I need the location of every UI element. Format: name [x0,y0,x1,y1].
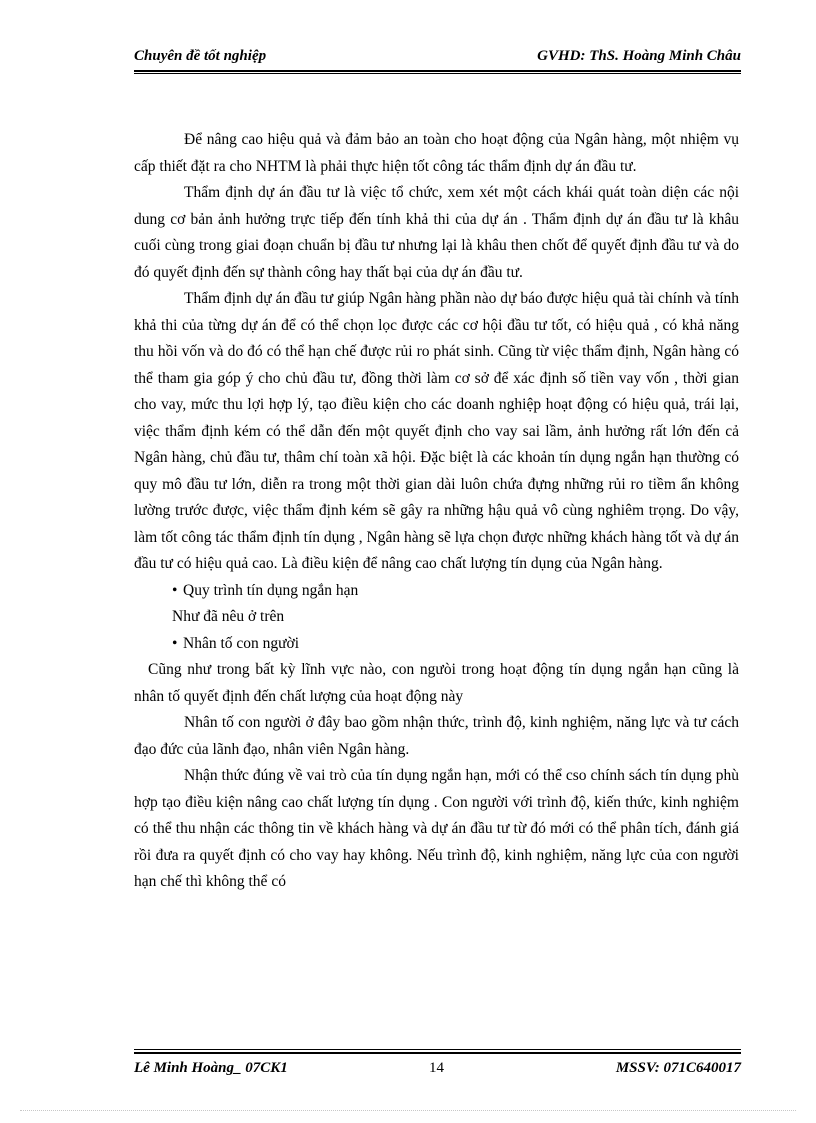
footer-author: Lê Minh Hoàng_ 07CK1 [134,1060,288,1076]
paragraph-5: Nhân tố con người ở đây bao gồm nhận thức, trình độ, kinh nghiệm, năng lực và tư cách đạo đức của lãnh đạo, nhân viên Ngân hàng. [134,714,739,758]
footer-divider [134,1049,741,1050]
paragraph-4: Cũng như trong bất kỳ lĩnh vực nào, con ngưòi trong hoạt động tín dụng ngắn hạn cũng là nhân tố quyết định đến chất lượng của hoạt động này [134,661,739,705]
document-body [134,127,739,896]
bullet-item-1-text: Quy trình tín dụng ngắn hạn [183,581,359,599]
header-divider [134,73,741,74]
page-boundary [20,1110,796,1111]
page-header [134,48,741,72]
plain-line-1: Như đã nêu ở trên [172,608,285,625]
paragraph-3: Thẩm định dự án đầu tư giúp Ngân hàng phần nào dự báo được hiệu quả tài chính và tính khả thi của từng dự án để có thể chọn lọc được các cơ hội đầu tư tốt, có hiệu quả , có khả năng thu hồi vốn và do đó có thể hạn chế được rủi ro phát sinh. Cũng từ việc thẩm định, Ngân hàng có thể tham gia góp ý cho chủ đầu tư, đồng thời làm cơ sở để xác định số tiền vay vốn , thời gian cho vay, mức thu lợi hợp lý, tạo điều kiện cho các doanh nghiệp hoạt động có hiệu quả, trái lại, việc thẩm định kém có thể dẫn đến một quyết định cho vay sai lầm, ảnh hưởng rất lớn đến cả Ngân hàng, chủ đầu tư, thâm chí toàn xã hội. Đặc biệt là các khoản tín dụng ngắn hạn thường có quy mô đầu tư lớn, diễn ra trong một thời gian dài luôn chứa đựng những rủi ro tiềm ẩn không lường trước được, việc thẩm định kém sẽ gây ra những hậu quả vô cùng nghiêm trọng. Do vậy, làm tốt công tác thẩm định tín dụng , Ngân hàng sẽ lựa chọn được những khách hàng tốt và dự án đầu tư có hiệu quả cao. Là điều kiện để nâng cao chất lượng tín dụng của Ngân hàng. [134,290,739,572]
page-number: 14 [429,1060,444,1076]
bullet-item-2 [134,631,739,658]
header-title: Chuyên đề tốt nghiệp [134,48,267,64]
paragraph-6: Nhận thức đúng về vai trò của tín dụng ngắn hạn, mới có thể cso chính sách tín dụng phù hợp tạo điều kiện nâng cao chất lượng tín dụng . Con người với trình độ, kiến thức, kinh nghiệm có thể thu nhận các thông tin về khách hàng và dự án đầu tư từ đó mới có thể phân tích, đánh giá rồi đưa ra quyết định có cho vay hay không. Nếu trình độ, kinh nghiệm, năng lực của con người hạn chế thì không thể có [134,767,739,890]
bullet-item-2-text: Nhân tố con người [183,634,300,652]
page-footer [134,1052,741,1079]
bullet-dot-icon: • [172,634,178,652]
paragraph-1: Để nâng cao hiệu quả và đảm bảo an toàn cho hoạt động của Ngân hàng, một nhiệm vụ cấp thiết đặt ra cho NHTM là phải thực hiện tốt công tác thẩm định dự án đầu tư. [134,131,739,175]
bullet-dot-icon: • [172,581,178,599]
bullet-item-1 [134,578,739,605]
header-advisor: GVHD: ThS. Hoàng Minh Châu [537,48,741,64]
paragraph-2: Thẩm định dự án đầu tư là việc tổ chức, xem xét một cách khái quát toàn diện các nội dung cơ bản ảnh hưởng trực tiếp đến tính khả thi của dự án . Thẩm định dự án đầu tư là khâu cuối cùng trong giai đoạn chuẩn bị đầu tư nhưng lại là khâu then chốt để quyết định đầu tư và do đó quyết định đến sự thành công hay thất bại của dự án đầu tư. [134,184,739,281]
footer-student-id: MSSV: 071C640017 [615,1060,741,1076]
